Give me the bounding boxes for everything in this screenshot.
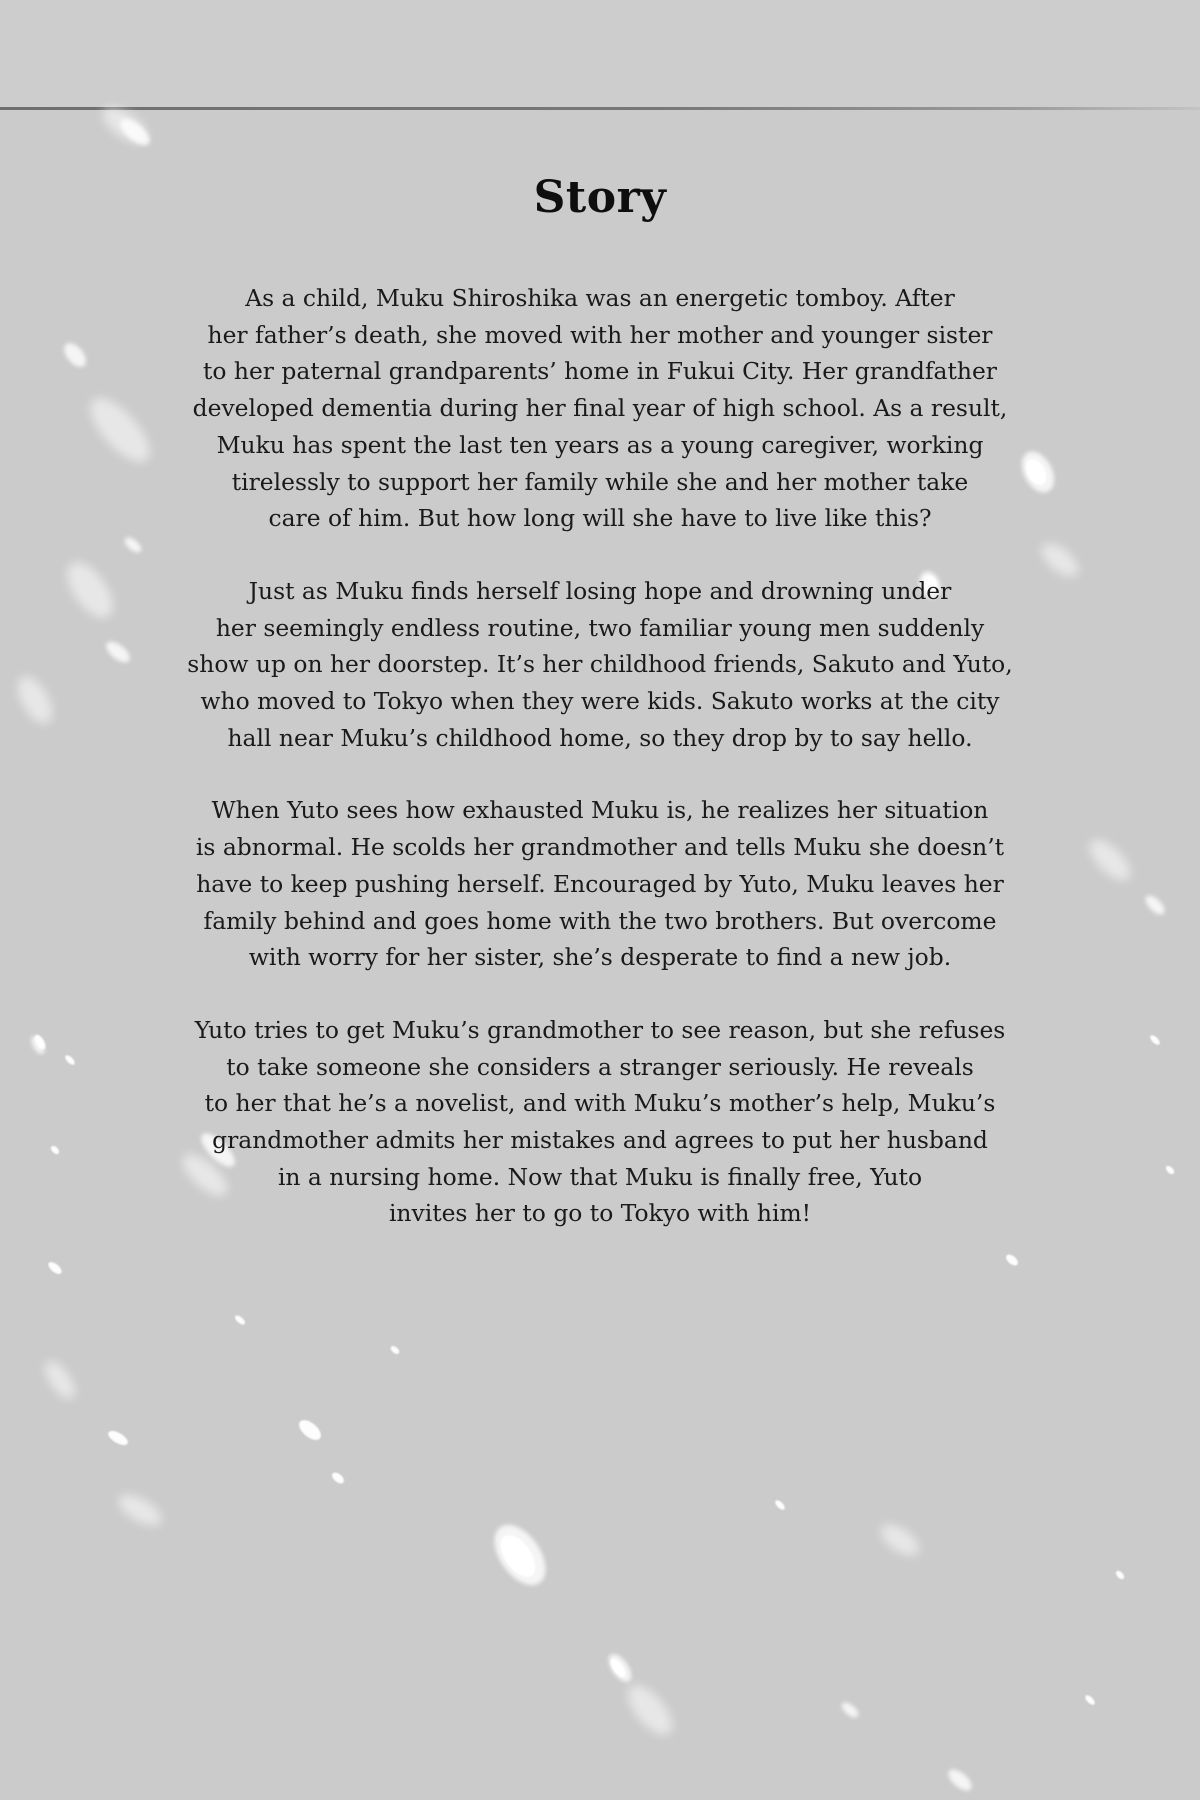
text-line: is abnormal. He scolds her grandmother and tells Muku she doesn’t — [195, 833, 1005, 862]
text-line: who moved to Tokyo when they were kids. Sakuto works at the city — [200, 687, 1000, 716]
text-line: tirelessly to support her family while she and her mother take — [231, 467, 969, 496]
text-line: Just as Muku finds herself losing hope and drowning under — [248, 576, 952, 605]
text-line: Muku has spent the last ten years as a young caregiver, working — [216, 430, 984, 459]
petal — [39, 1356, 81, 1404]
petal — [620, 1678, 680, 1742]
petal — [1084, 1694, 1097, 1707]
petal — [389, 1344, 401, 1355]
text-line: As a child, Muku Shiroshika was an energetic tomboy. After — [245, 284, 955, 312]
text-line: grandmother admits her mistakes and agrees to put her husband — [212, 1126, 988, 1155]
petal — [296, 1416, 325, 1443]
text-line: to her paternal grandparents’ home in Fukui City. Her grandfather — [202, 357, 997, 386]
petal — [49, 1144, 60, 1155]
petal — [64, 1054, 77, 1067]
paragraph — [100, 1012, 1100, 1232]
petal — [1149, 1034, 1162, 1047]
story-content — [100, 168, 1100, 1268]
text-line: hall near Muku’s childhood home, so they drop by to say hello. — [227, 723, 973, 752]
text-line: invites her to go to Tokyo with him! — [388, 1199, 812, 1228]
text-line: Yuto tries to get Muku’s grandmother to see reason, but she refuses — [194, 1015, 1006, 1044]
petal — [233, 1314, 246, 1326]
text-line: When Yuto sees how exhausted Muku is, he realizes her situation — [211, 796, 989, 825]
petal — [1142, 892, 1167, 917]
petal — [114, 1488, 167, 1531]
text-line: family behind and goes home with the two brothers. But overcome — [203, 906, 997, 935]
text-line: developed dementia during her final year of high school. As a result, — [192, 394, 1008, 423]
page-title: Story — [533, 172, 667, 223]
text-line: to her that he’s a novelist, and with Muku’s mother’s help, Muku’s — [204, 1089, 996, 1118]
text-line: have to keep pushing herself. Encouraged by Yuto, Muku leaves her — [196, 869, 1004, 898]
petal — [60, 339, 90, 371]
petal — [774, 1499, 787, 1512]
petal — [1114, 1569, 1125, 1580]
petal — [1164, 1164, 1175, 1175]
petal — [839, 1700, 861, 1721]
text-line: care of him. But how long will she have to live like this? — [268, 504, 932, 533]
text-line: in a nursing home. Now that Muku is finally free, Yuto — [277, 1162, 923, 1191]
petal — [106, 1428, 130, 1448]
paragraph — [100, 792, 1100, 976]
petal — [330, 1470, 346, 1485]
text-line: her father’s death, she moved with her mother and younger sister — [207, 320, 993, 349]
text-line: to take someone she considers a stranger seriously. He reveals — [226, 1052, 974, 1081]
text-line: show up on her doorstep. It’s her childhood friends, Sakuto and Yuto, — [187, 650, 1013, 679]
petal — [11, 671, 60, 729]
text-line: with worry for her sister, she’s desperate to find a new job. — [248, 943, 952, 972]
text-line: her seemingly endless routine, two familiar young men suddenly — [215, 613, 985, 642]
paragraph — [100, 573, 1100, 757]
petal — [945, 1766, 975, 1795]
petal — [876, 1518, 925, 1561]
petal — [46, 1260, 63, 1276]
paragraph — [100, 280, 1100, 537]
